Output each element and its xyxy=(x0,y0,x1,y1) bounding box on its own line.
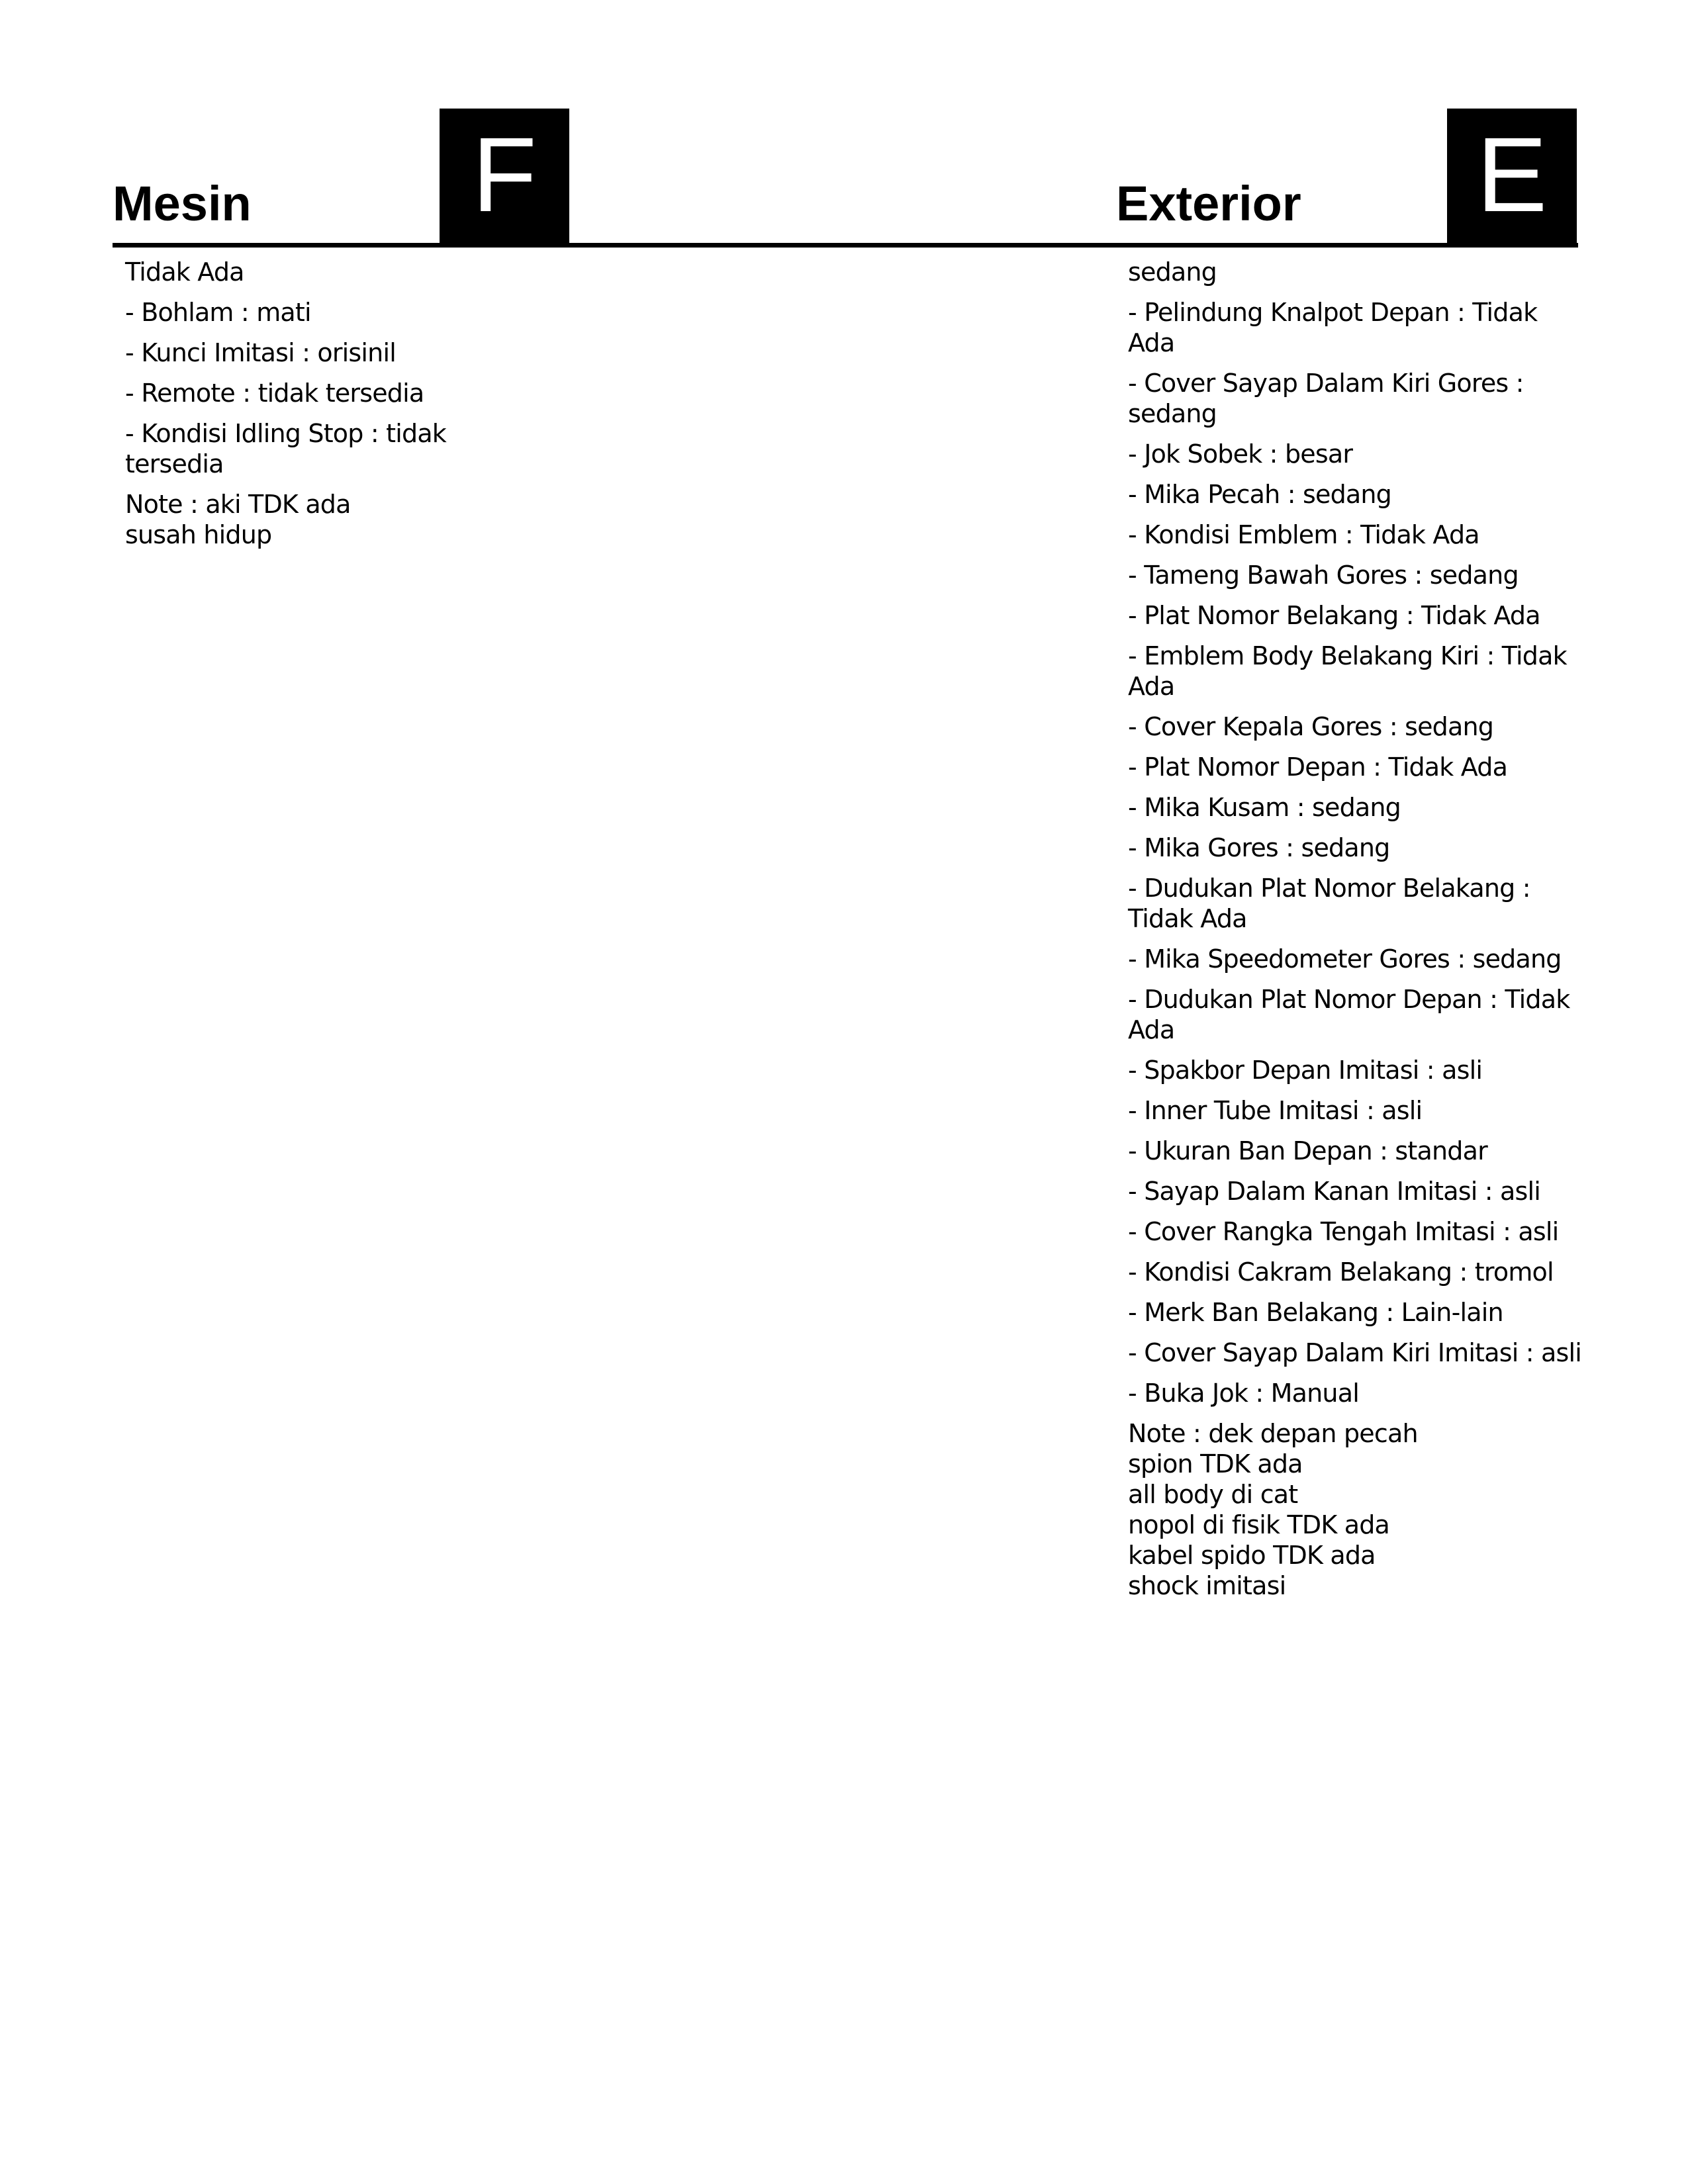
list-item: - Kondisi Cakram Belakang : tromol xyxy=(1128,1257,1554,1287)
list-item: - Cover Rangka Tengah Imitasi : asli xyxy=(1128,1217,1559,1246)
section-title-exterior: Exterior xyxy=(1116,176,1301,231)
list-item: - Mika Speedometer Gores : sedang xyxy=(1128,944,1562,974)
list-item: - Mika Pecah : sedang xyxy=(1128,480,1391,509)
list-item: - Cover Sayap Dalam Kiri Gores : sedang xyxy=(1128,369,1524,428)
list-item: - Tameng Bawah Gores : sedang xyxy=(1128,561,1519,590)
list-item: - Buka Jok : Manual xyxy=(1128,1379,1359,1408)
exterior-item-list xyxy=(1128,257,1585,1611)
note-line: Note : dek depan pecah xyxy=(1128,1419,1418,1448)
section-letter-badge-mesin: F xyxy=(440,109,569,245)
list-item: - Spakbor Depan Imitasi : asli xyxy=(1128,1056,1483,1085)
note-line: spion TDK ada xyxy=(1128,1449,1303,1479)
header-rule xyxy=(113,243,1578,248)
list-item: - Dudukan Plat Nomor Belakang : Tidak Ada xyxy=(1128,874,1530,933)
list-item: Tidak Ada xyxy=(125,257,244,287)
list-item: - Inner Tube Imitasi : asli xyxy=(1128,1096,1423,1125)
list-item: - Kondisi Emblem : Tidak Ada xyxy=(1128,520,1479,549)
list-item: - Dudukan Plat Nomor Depan : Tidak Ada xyxy=(1128,985,1570,1044)
list-item: - Pelindung Knalpot Depan : Tidak Ada xyxy=(1128,298,1538,357)
list-item: - Remote : tidak tersedia xyxy=(125,379,424,408)
mesin-item-list xyxy=(125,257,496,560)
note-line: shock imitasi xyxy=(1128,1571,1286,1600)
list-item: sedang xyxy=(1128,257,1217,287)
list-item: - Mika Kusam : sedang xyxy=(1128,793,1401,822)
list-item: - Sayap Dalam Kanan Imitasi : asli xyxy=(1128,1177,1541,1206)
list-item: - Merk Ban Belakang : Lain-lain xyxy=(1128,1298,1503,1327)
list-item: - Emblem Body Belakang Kiri : Tidak Ada xyxy=(1128,641,1567,701)
list-item: - Kunci Imitasi : orisinil xyxy=(125,338,396,367)
note-line: nopol di fisik TDK ada xyxy=(1128,1510,1390,1539)
note-line: kabel spido TDK ada xyxy=(1128,1541,1376,1570)
section-letter-badge-exterior: E xyxy=(1447,109,1577,245)
list-item: - Plat Nomor Depan : Tidak Ada xyxy=(1128,752,1508,782)
note xyxy=(125,489,496,550)
note xyxy=(1128,1418,1585,1601)
list-item: - Plat Nomor Belakang : Tidak Ada xyxy=(1128,601,1540,630)
note-line: susah hidup xyxy=(125,520,272,549)
list-item: - Cover Kepala Gores : sedang xyxy=(1128,712,1494,741)
note-line: all body di cat xyxy=(1128,1480,1298,1509)
list-item: - Bohlam : mati xyxy=(125,298,311,327)
list-item: - Mika Gores : sedang xyxy=(1128,833,1390,862)
section-title-mesin: Mesin xyxy=(113,176,252,231)
list-item: - Ukuran Ban Depan : standar xyxy=(1128,1136,1487,1165)
list-item: - Jok Sobek : besar xyxy=(1128,439,1353,469)
list-item: - Kondisi Idling Stop : tidak tersedia xyxy=(125,419,447,478)
note-line: Note : aki TDK ada xyxy=(125,490,351,519)
list-item: - Cover Sayap Dalam Kiri Imitasi : asli xyxy=(1128,1338,1582,1367)
